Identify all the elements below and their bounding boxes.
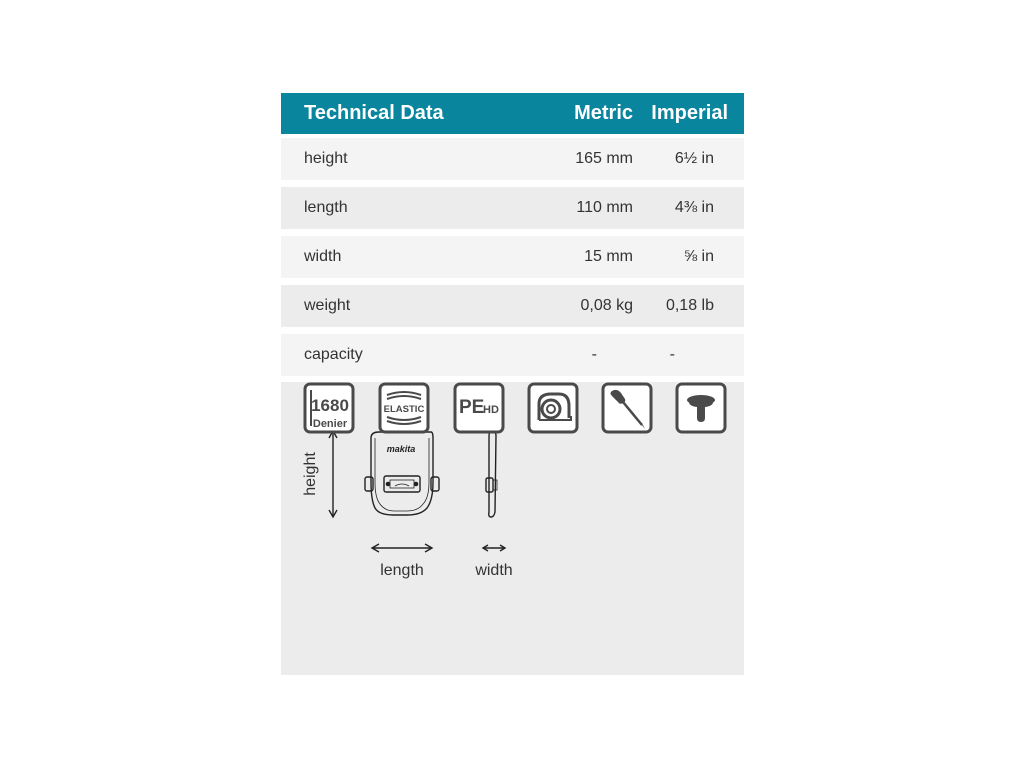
- table-header: [281, 93, 744, 134]
- header-technical-data: Technical Data: [304, 102, 444, 124]
- row-metric: 15 mm: [584, 248, 633, 265]
- length-label: length: [380, 562, 424, 579]
- pouch-side-icon: [486, 431, 497, 517]
- svg-text:PE: PE: [459, 397, 485, 418]
- svg-text:Denier: Denier: [312, 418, 348, 430]
- height-label: height: [302, 452, 319, 496]
- row-imperial: 6½ in: [674, 150, 714, 167]
- table-row: [281, 187, 744, 229]
- row-label: width: [304, 248, 342, 265]
- row-imperial: 4⅜ in: [674, 199, 714, 216]
- pe-hd-icon: [453, 382, 505, 434]
- row-label: length: [304, 199, 348, 216]
- mushroom-hook-icon: [675, 382, 727, 434]
- header-metric: Metric: [574, 102, 633, 124]
- table-row: [281, 138, 744, 180]
- width-label: width: [475, 562, 513, 579]
- svg-text:HD: HD: [483, 404, 499, 416]
- screwdriver-icon: [601, 382, 653, 434]
- header-imperial: Imperial: [651, 102, 728, 124]
- row-metric: 0,08 kg: [580, 297, 633, 314]
- dimension-panel: [281, 382, 744, 675]
- svg-text:1680: 1680: [311, 396, 349, 415]
- row-imperial: 0,18 lb: [665, 297, 714, 314]
- row-label: capacity: [304, 346, 363, 363]
- row-metric: 110 mm: [576, 199, 633, 216]
- row-metric: 165 mm: [575, 150, 633, 167]
- tape-measure-icon: [527, 382, 579, 434]
- table-row: [281, 285, 744, 327]
- table-row: [281, 236, 744, 278]
- elastic-icon: [378, 382, 430, 434]
- row-label: weight: [304, 297, 351, 314]
- table-row: [281, 334, 744, 376]
- row-imperial: ⅝ in: [683, 248, 714, 265]
- svg-text:ELASTIC: ELASTIC: [383, 404, 425, 415]
- brand-logo: makita: [386, 444, 416, 454]
- denier-1680-icon: [303, 382, 355, 434]
- row-label: height: [304, 150, 348, 167]
- row-imperial: -: [669, 346, 675, 363]
- technical-data-sheet: [281, 93, 744, 675]
- row-metric: -: [591, 346, 597, 363]
